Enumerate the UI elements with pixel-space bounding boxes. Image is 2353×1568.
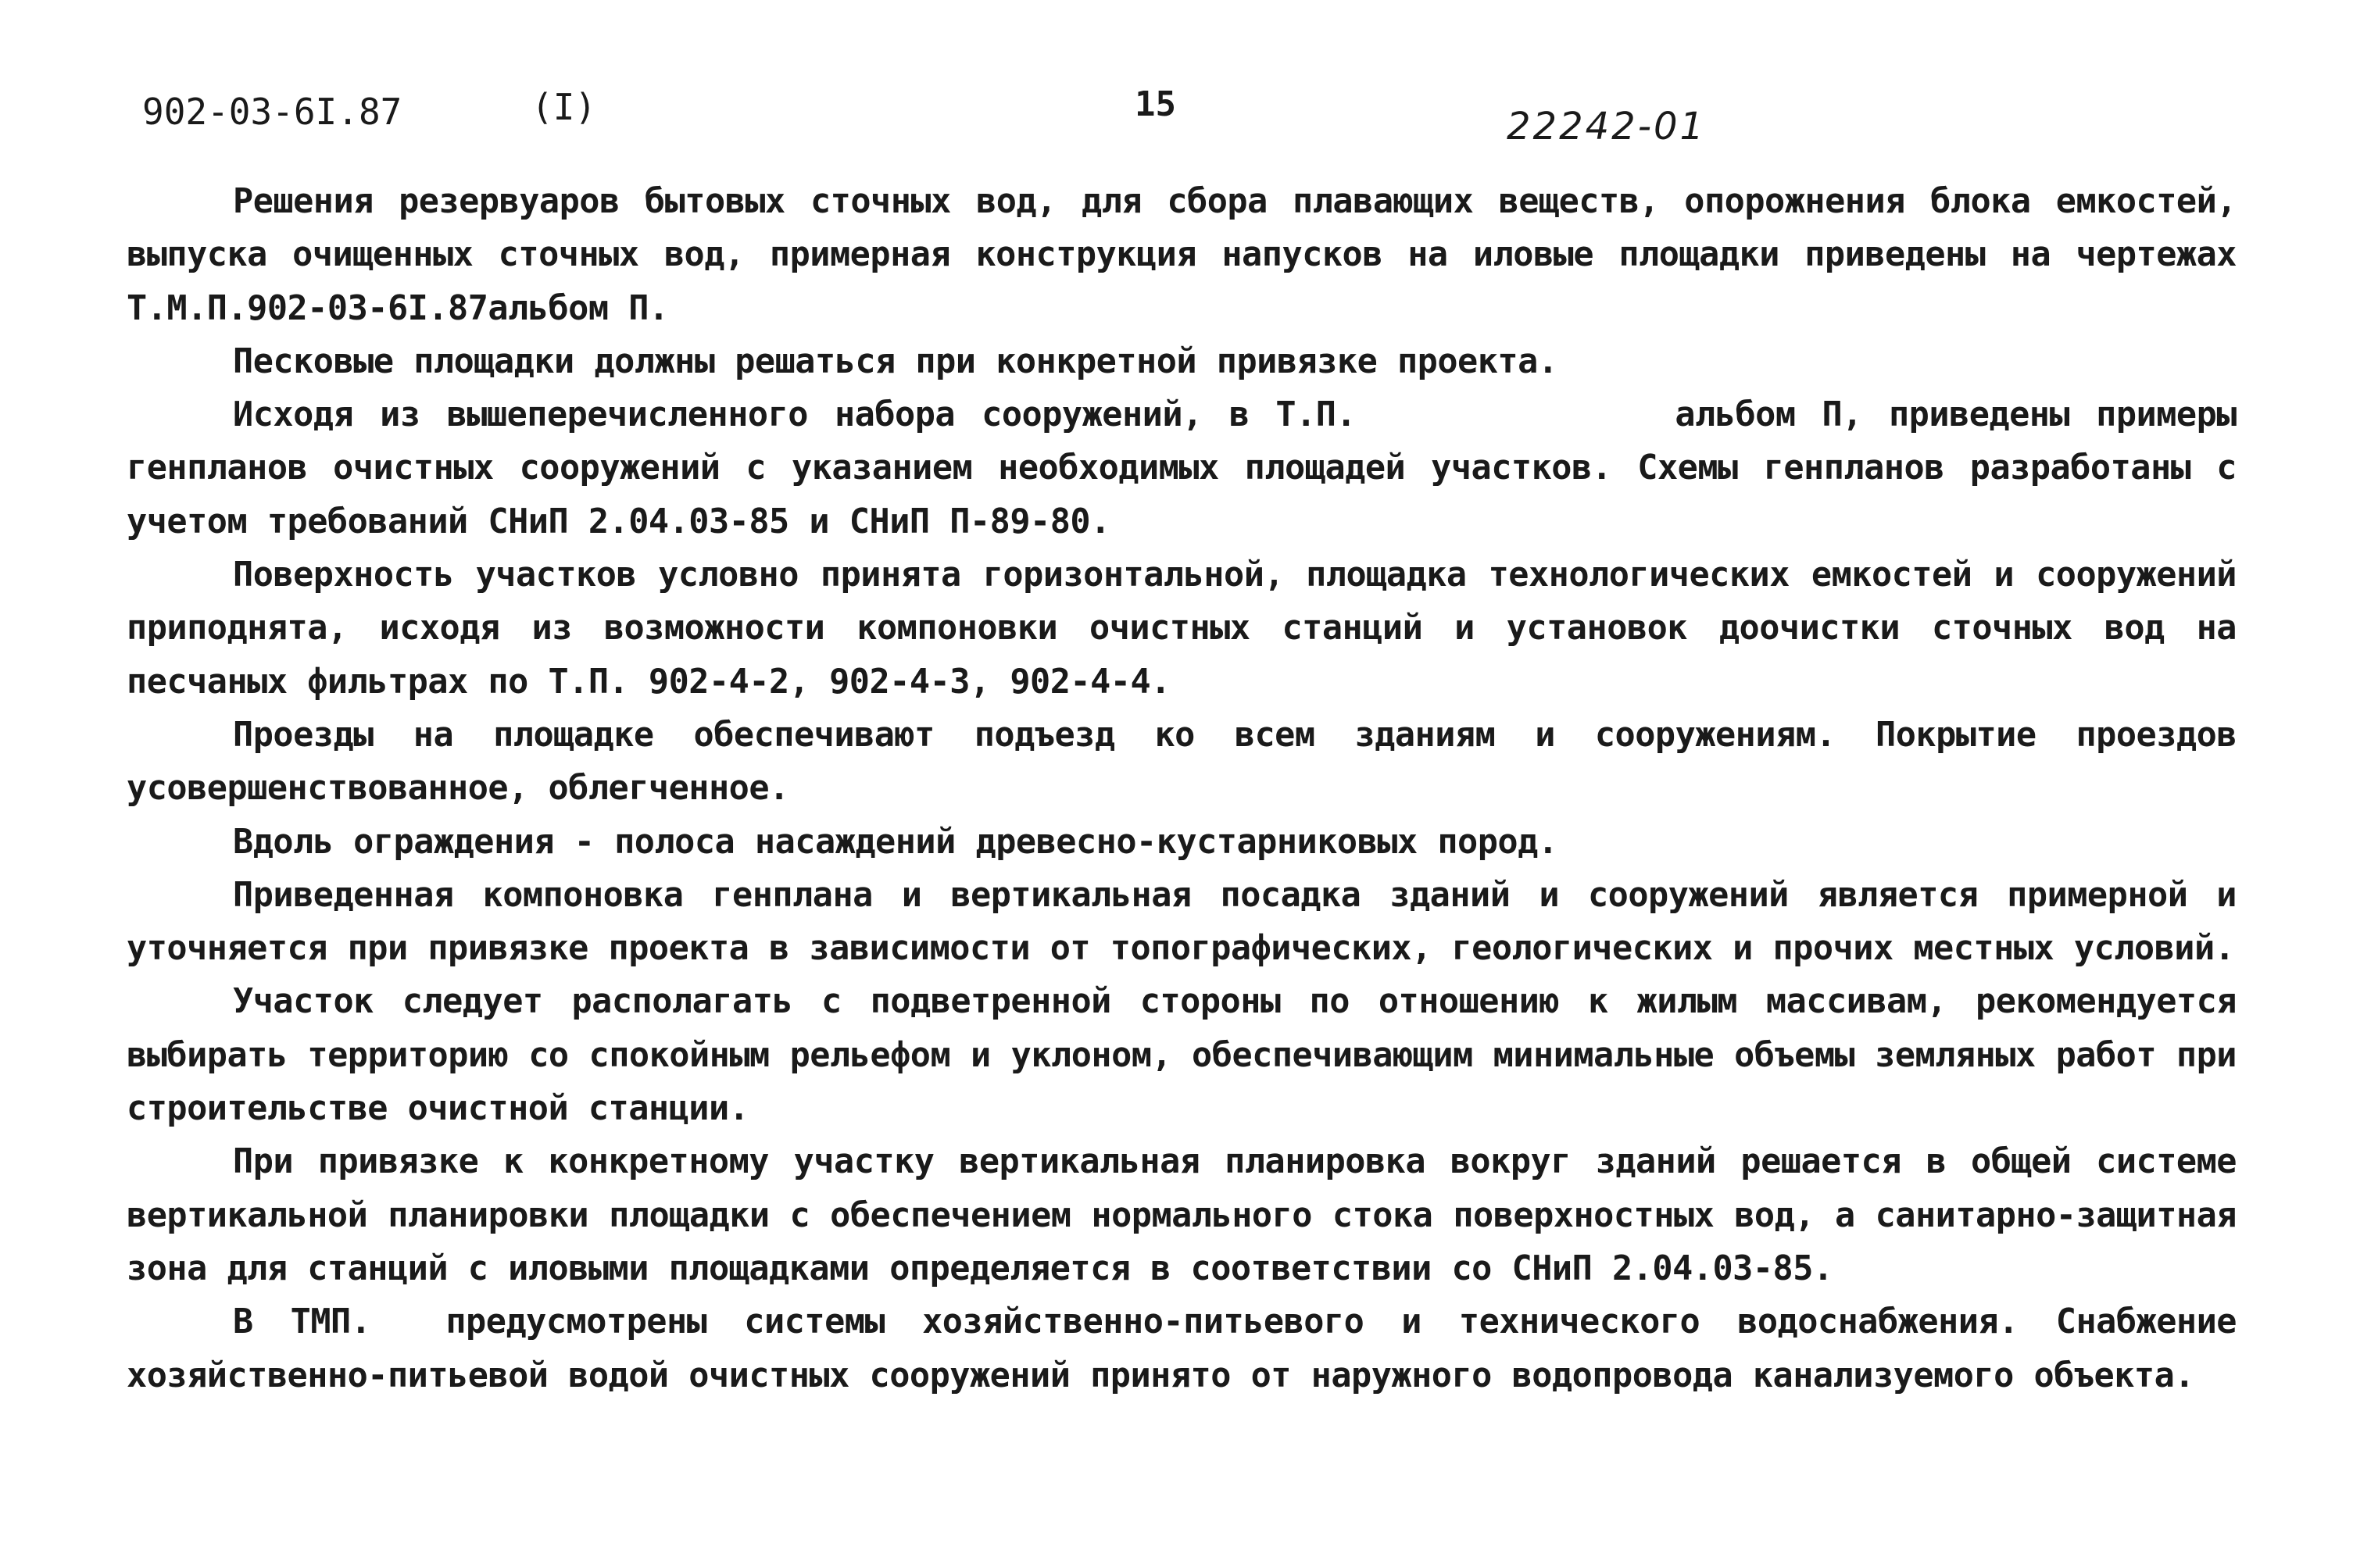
paragraph: Песковые площадки должны решаться при конкретной привязке проекта.: [233, 341, 1558, 381]
paragraph: Решения резервуаров бытовых сточных вод, для сбора плавающих веществ, опорожнения блока емкостей, выпуска очищенных сточных вод, примерная конструкция напусков на иловые площадки приведены на чертежах Т.М.П.902-03-6І.87альбом П.: [127, 182, 2257, 328]
sheet-mark: (I): [531, 86, 597, 128]
paragraph: Исходя из вышеперечисленного набора сооружений, в Т.П. альбом П, приведены примеры генпланов очистных сооружений с указанием необходимых площадей участков. Схемы генпланов разработаны с учетом требований СНиП 2.04.03-85 и СНиП П-89-80.: [127, 395, 2257, 541]
paragraph: Участок следует располагать с подветренной стороны по отношению к жилым массивам, рекомендуется выбирать территорию со спокойным рельефом и уклоном, обеспечивающим минимальные объемы земляных работ при строительстве очистной станции.: [127, 982, 2257, 1129]
paragraph: При привязке к конкретному участку вертикальная планировка вокруг зданий решается в общей системе вертикальной планировки площадки с обеспечением нормального стока поверхностных вод, а санитарно-защитная зона для станций с иловыми площадками определяется в соответствии со СНиП 2.04.03-85.: [127, 1142, 2257, 1288]
paragraph: Проезды на площадке обеспечивают подъезд ко всем зданиям и сооружениям. Покрытие проездов усовершенствованное, облегченное.: [127, 715, 2257, 809]
paragraph: Поверхность участков условно принята горизонтальной, площадка технологических емкостей и сооружений приподнята, исходя из возможности компоновки очистных станций и установок доочистки сточных вод на песчаных фильтрах по Т.П. 902-4-2, 902-4-3, 902-4-4.: [127, 555, 2257, 702]
paragraph: Приведенная компоновка генплана и вертикальная посадка зданий и сооружений является примерной и уточняется при привязке проекта в зависимости от топографических, геологических и прочих местных условий.: [127, 875, 2257, 969]
paragraph: В ТМП. предусмотрены системы хозяйственно-питьевого и технического водоснабжения. Снабжение хозяйственно-питьевой водой очистных сооружений принято от наружного водопровода канализуемого объекта.: [127, 1302, 2257, 1395]
document-code: 902-03-6I.87: [142, 91, 402, 133]
page-number: 15: [1135, 84, 1176, 124]
body-text: [127, 175, 2257, 1402]
paragraph: Вдоль ограждения - полоса насаждений древесно-кустарниковых пород.: [233, 822, 1558, 862]
archive-number: 22242-01: [1507, 105, 1707, 148]
